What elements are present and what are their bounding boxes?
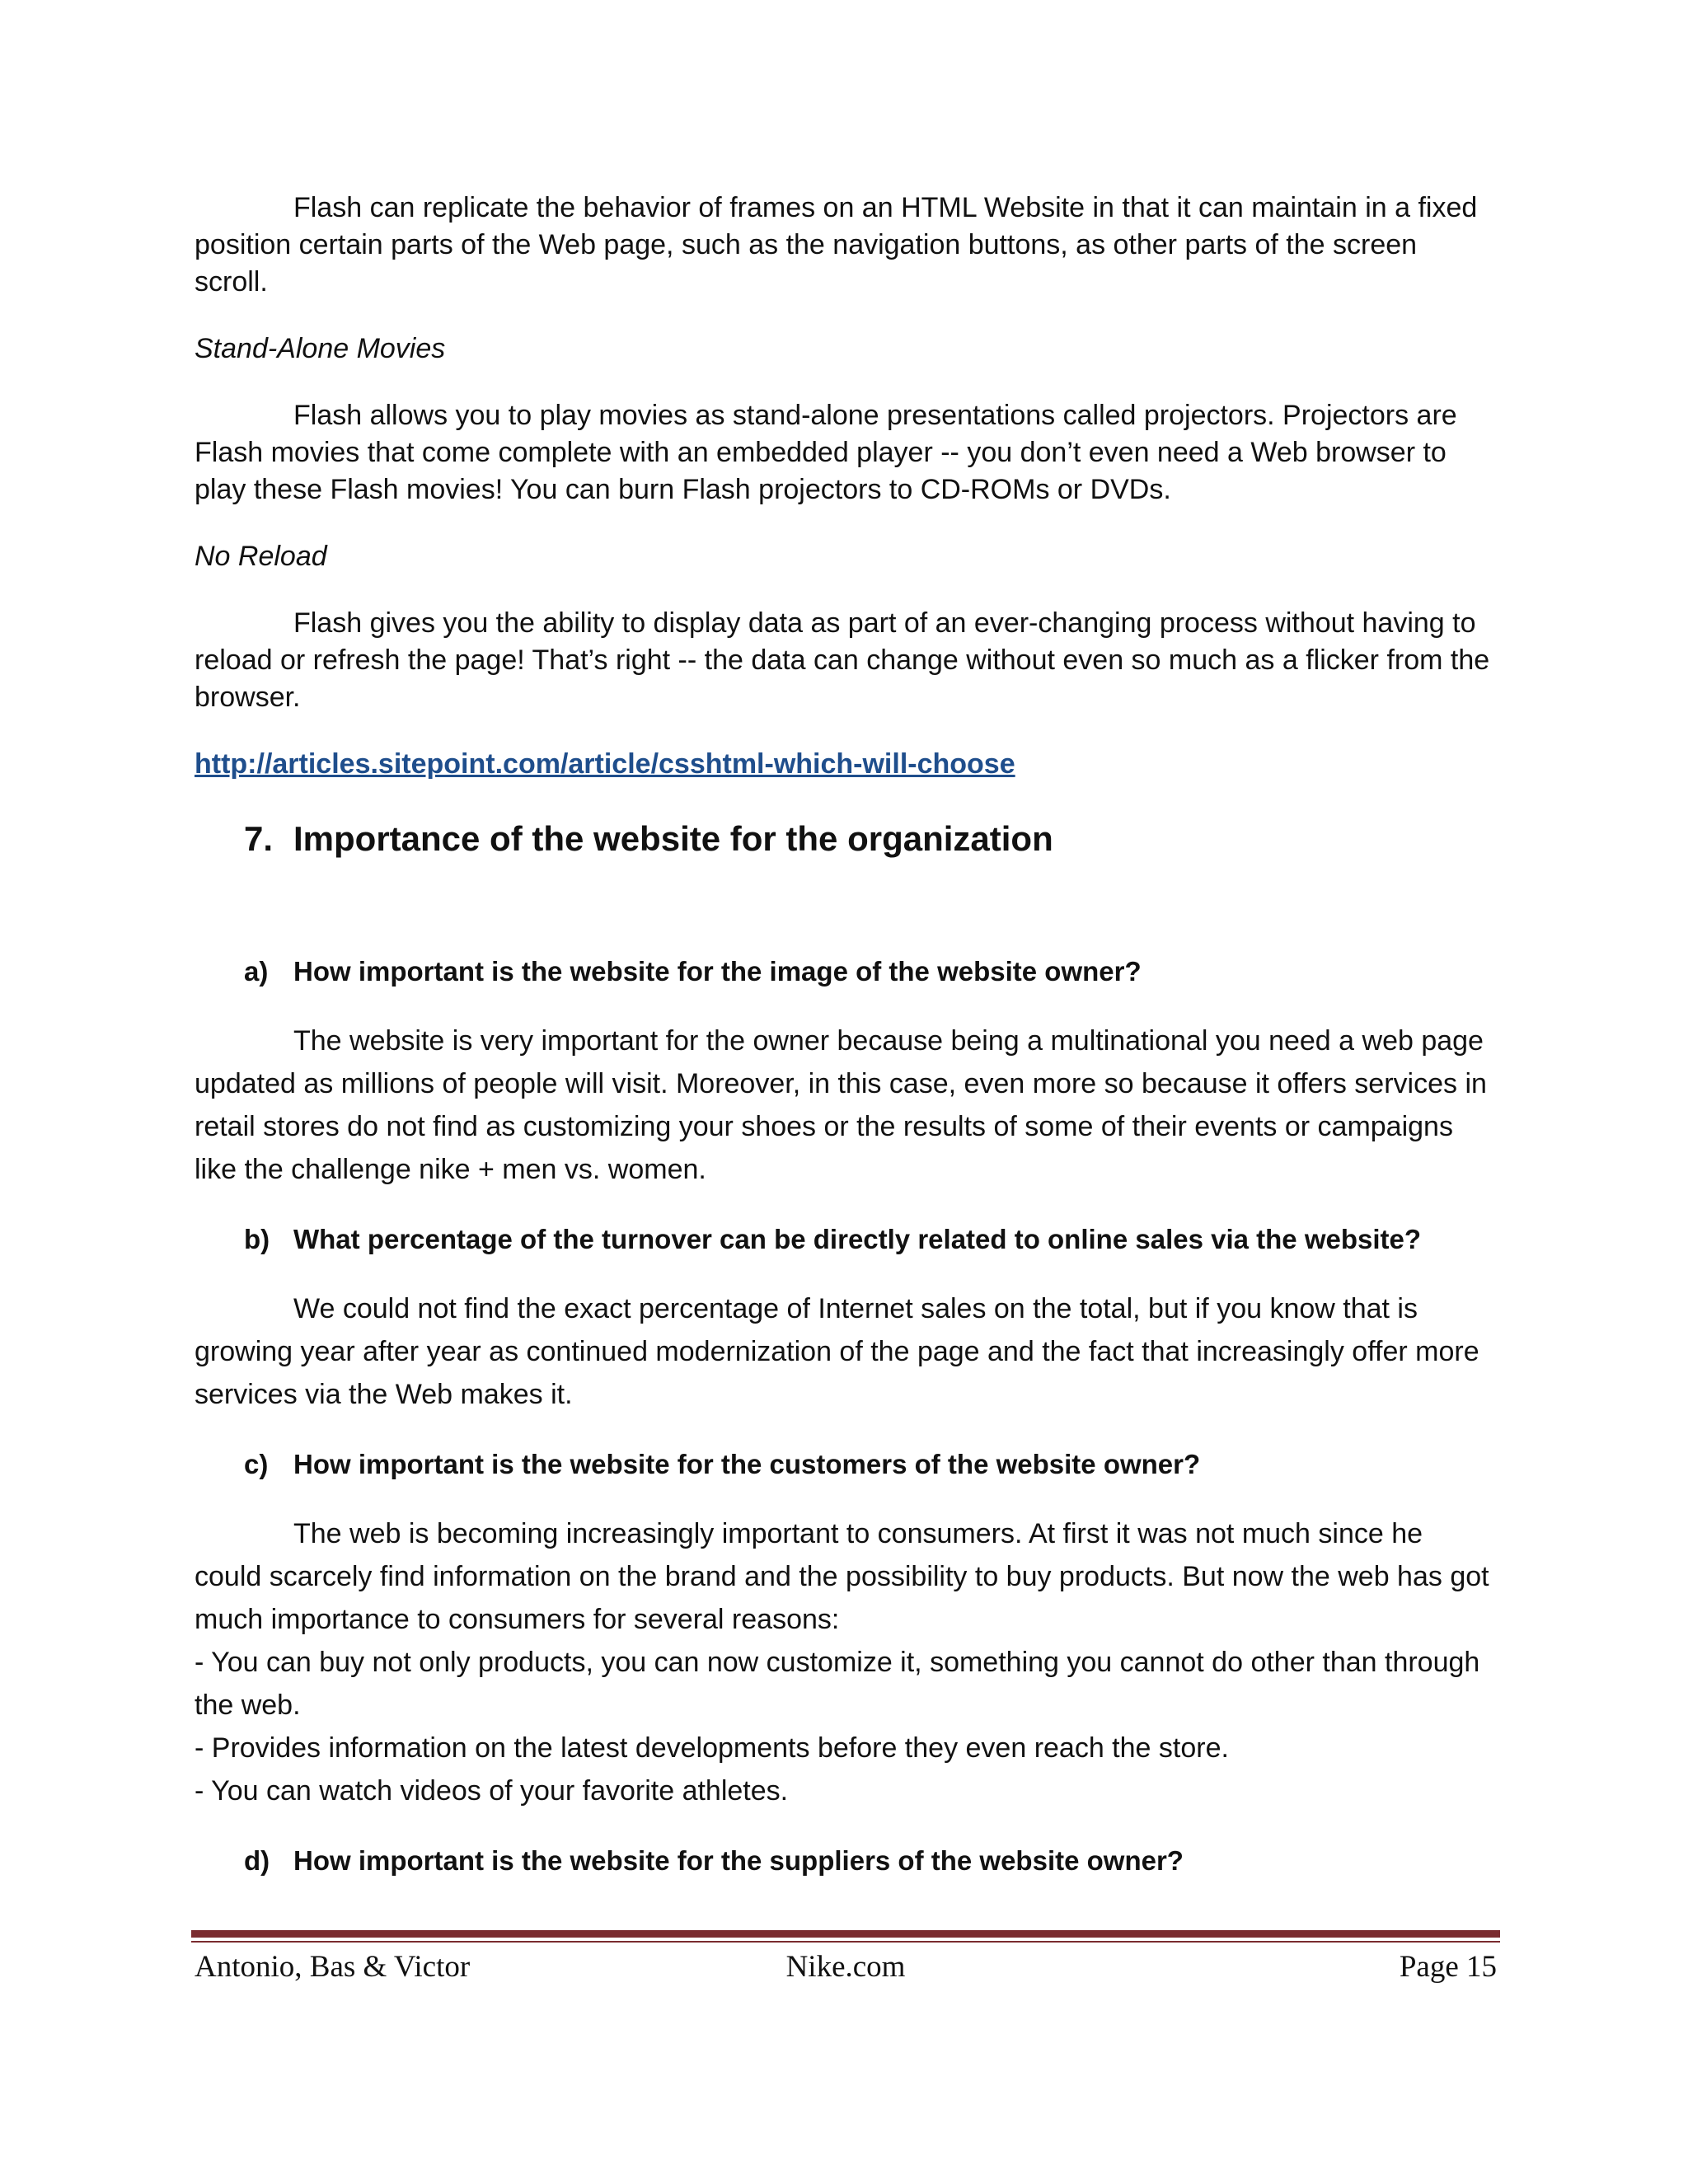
question-text: What percentage of the turnover can be directly related to online sales via the website? — [293, 1224, 1422, 1254]
answer-b: We could not find the exact percentage of Internet sales on the total, but if you know that is growing year after year as continued modernization of the page and the fact that increasingly offer more services via the Web makes it. — [195, 1293, 1479, 1410]
subheading-no-reload: No Reload — [195, 541, 327, 572]
answer-c-bullet: - You can watch videos of your favorite athletes. — [195, 1775, 789, 1807]
answer-c-intro: The web is becoming increasingly important to consumers. At first it was not much since he could scarcely find information on the brand and the possibility to buy products. But now the web has got much importance to consumers for several reasons: — [195, 1518, 1489, 1635]
question-text: How important is the website for the suppliers of the website owner? — [293, 1845, 1184, 1876]
question-letter: c) — [244, 1449, 269, 1479]
section-title: Importance of the website for the organization — [293, 819, 1053, 858]
paragraph-no-reload: Flash gives you the ability to display data as part of an ever-changing process without having to reload or refresh the page! That’s right -- the data can change without even so much as a flicker from the browser. — [195, 607, 1490, 713]
answer-c-bullet: - You can buy not only products, you can now customize it, something you cannot do other than through the web. — [195, 1647, 1480, 1721]
section-number: 7. — [244, 819, 274, 858]
footer-site: Nike.com — [785, 1950, 906, 1984]
paragraph-frames: Flash can replicate the behavior of frames on an HTML Website in that it can maintain in a fixed position certain parts of the Web page, such as the navigation buttons, as other parts of the screen scroll. — [195, 192, 1478, 298]
question-b — [244, 1221, 1497, 1258]
question-letter: a) — [244, 956, 269, 987]
answer-c-bullet: - Provides information on the latest developments before they even reach the store. — [195, 1732, 1229, 1764]
question-letter: d) — [244, 1845, 270, 1876]
footer-authors: Antonio, Bas & Victor — [195, 1950, 471, 1984]
section-heading — [244, 816, 1497, 862]
question-a — [244, 953, 1497, 990]
question-text: How important is the website for the image of the website owner? — [293, 956, 1142, 987]
footer-page-number: Page 15 — [1399, 1950, 1497, 1984]
answer-a: The website is very important for the owner because being a multinational you need a web page updated as millions of people will visit. Moreover, in this case, even more so because it offers services in retail stores do not find as customizing your shoes or the results of some of their events or campaigns like the challenge nike + men vs. women. — [195, 1025, 1487, 1185]
answer-c — [195, 1512, 1497, 1812]
footer-divider-thin — [191, 1941, 1500, 1943]
question-c — [244, 1446, 1497, 1483]
footer-divider — [191, 1930, 1500, 1938]
paragraph-standalone-movies: Flash allows you to play movies as stand-alone presentations called projectors. Projectors are Flash movies that come complete with an embedded player -- you don’t even need a Web browser to play these Flash movies! You can burn Flash projectors to CD-ROMs or DVDs. — [195, 400, 1457, 505]
question-letter: b) — [244, 1224, 270, 1254]
question-d — [244, 1842, 1497, 1879]
subheading-standalone-movies: Stand-Alone Movies — [195, 333, 446, 364]
page-footer — [195, 1947, 1497, 1988]
source-link[interactable]: http://articles.sitepoint.com/article/csshtml-which-will-choose — [195, 748, 1015, 780]
question-text: How important is the website for the customers of the website owner? — [293, 1449, 1201, 1479]
page-content — [195, 190, 1497, 1909]
